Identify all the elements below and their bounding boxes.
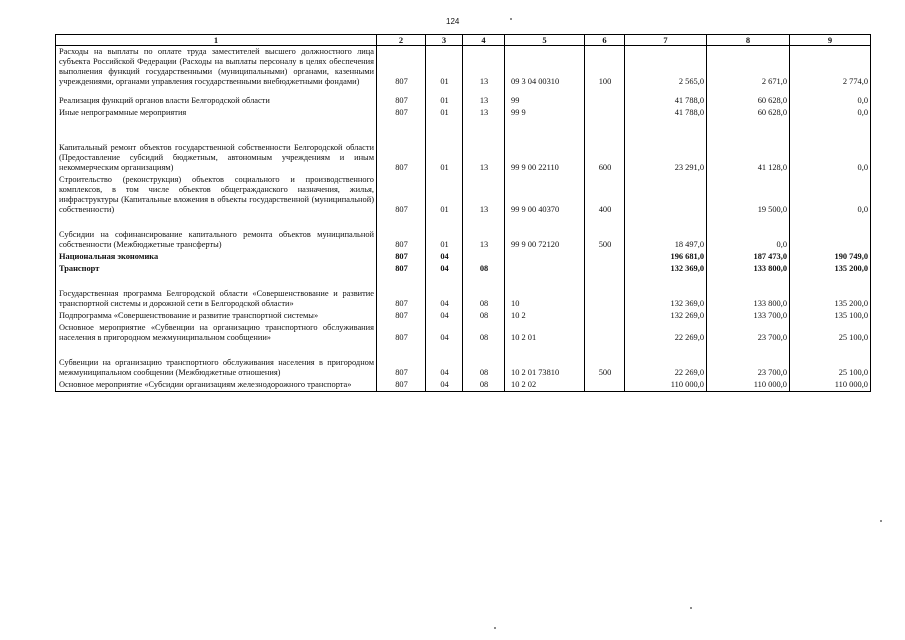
table-row [56, 275, 871, 310]
row-admin-code: 807 [377, 119, 426, 174]
row-section: 04 [426, 322, 463, 344]
row-section: 01 [426, 107, 463, 119]
header-cell: 4 [463, 35, 505, 46]
row-section: 04 [426, 275, 463, 310]
row-section: 04 [426, 251, 463, 263]
row-expense-type: 100 [585, 46, 625, 89]
row-sum-year1: 41 788,0 [625, 107, 707, 119]
row-section: 01 [426, 46, 463, 89]
row-admin-code: 807 [377, 263, 426, 275]
row-sum-year3: 0,0 [790, 107, 871, 119]
row-admin-code: 807 [377, 251, 426, 263]
row-subsection: 08 [463, 275, 505, 310]
row-admin-code: 807 [377, 379, 426, 392]
row-name: Национальная экономика [56, 251, 377, 263]
row-expense-type [585, 275, 625, 310]
row-sum-year1: 22 269,0 [625, 322, 707, 344]
scan-speck [494, 627, 496, 629]
header-cell: 6 [585, 35, 625, 46]
row-sum-year1 [625, 174, 707, 216]
row-expense-type [585, 379, 625, 392]
row-expense-type [585, 310, 625, 322]
row-expense-type [585, 88, 625, 107]
header-cell: 2 [377, 35, 426, 46]
row-target-article [505, 251, 585, 263]
row-subsection: 13 [463, 107, 505, 119]
scan-speck [510, 18, 512, 20]
scan-speck [880, 520, 882, 522]
row-sum-year2: 133 800,0 [707, 275, 790, 310]
row-section: 04 [426, 379, 463, 392]
row-admin-code: 807 [377, 107, 426, 119]
row-name: Капитальный ремонт объектов государственной собственности Белгородской области (Предоставление субсидий бюджетным, автономным учреждениям и иным некоммерческим организациям) [56, 119, 377, 174]
row-expense-type [585, 322, 625, 344]
header-cell: 1 [56, 35, 377, 46]
row-subsection: 13 [463, 119, 505, 174]
row-name: Строительство (реконструкция) объектов социального и производственного комплексов, в том числе объектов общегражданского назначения, жилья, инфраструктуры (Капитальные вложения в объекты государственной (муниципальной) собственности) [56, 174, 377, 216]
table-row [56, 216, 871, 251]
row-admin-code: 807 [377, 174, 426, 216]
row-sum-year2: 2 671,0 [707, 46, 790, 89]
row-target-article [505, 263, 585, 275]
row-name: Подпрограмма «Совершенствование и развитие транспортной системы» [56, 310, 377, 322]
row-sum-year2: 23 700,0 [707, 344, 790, 379]
table-row [56, 46, 871, 89]
row-subsection: 13 [463, 88, 505, 107]
row-sum-year2: 19 500,0 [707, 174, 790, 216]
row-name: Расходы на выплаты по оплате труда заместителей высшего должностного лица субъекта Российской Федерации (Расходы на выплаты персоналу в целях обеспечения выполнения функций государственными (муниципальными) органами, казенными учреждениями, органами управления государственными внебюджетными фондами) [56, 46, 377, 89]
row-sum-year2: 60 628,0 [707, 107, 790, 119]
row-sum-year2: 41 128,0 [707, 119, 790, 174]
row-admin-code: 807 [377, 344, 426, 379]
row-sum-year3: 135 200,0 [790, 263, 871, 275]
table-row [56, 322, 871, 344]
row-admin-code: 807 [377, 46, 426, 89]
row-target-article: 10 [505, 275, 585, 310]
row-subsection: 13 [463, 174, 505, 216]
header-cell: 7 [625, 35, 707, 46]
row-name: Основное мероприятие «Субсидии организациям железнодорожного транспорта» [56, 379, 377, 392]
row-name: Транспорт [56, 263, 377, 275]
header-cell: 9 [790, 35, 871, 46]
row-expense-type: 500 [585, 216, 625, 251]
row-expense-type: 500 [585, 344, 625, 379]
row-target-article: 10 2 01 73810 [505, 344, 585, 379]
row-sum-year2: 133 700,0 [707, 310, 790, 322]
table-row [56, 119, 871, 174]
row-section: 04 [426, 310, 463, 322]
row-sum-year2: 60 628,0 [707, 88, 790, 107]
row-admin-code: 807 [377, 275, 426, 310]
row-subsection: 08 [463, 310, 505, 322]
row-section: 01 [426, 119, 463, 174]
row-target-article: 10 2 02 [505, 379, 585, 392]
row-sum-year3: 2 774,0 [790, 46, 871, 89]
row-target-article: 09 3 04 00310 [505, 46, 585, 89]
row-sum-year1: 41 788,0 [625, 88, 707, 107]
row-admin-code: 807 [377, 216, 426, 251]
row-sum-year1: 2 565,0 [625, 46, 707, 89]
row-sum-year3: 135 100,0 [790, 310, 871, 322]
row-admin-code: 807 [377, 310, 426, 322]
row-section: 04 [426, 263, 463, 275]
page-number: 124 [446, 17, 460, 26]
header-cell: 8 [707, 35, 790, 46]
table-body [56, 46, 871, 392]
row-target-article: 99 9 00 22110 [505, 119, 585, 174]
row-subsection: 08 [463, 322, 505, 344]
row-name: Реализация функций органов власти Белгородской области [56, 88, 377, 107]
row-sum-year1: 132 369,0 [625, 275, 707, 310]
row-sum-year3: 0,0 [790, 174, 871, 216]
row-target-article: 99 9 00 40370 [505, 174, 585, 216]
row-sum-year3 [790, 216, 871, 251]
row-name: Основное мероприятие «Субвенции на организацию транспортного обслуживания населения в пригородном межмуниципальном сообщении» [56, 322, 377, 344]
row-section: 01 [426, 174, 463, 216]
row-sum-year3: 135 200,0 [790, 275, 871, 310]
row-sum-year1: 23 291,0 [625, 119, 707, 174]
row-target-article: 99 [505, 88, 585, 107]
row-sum-year1: 18 497,0 [625, 216, 707, 251]
row-expense-type [585, 263, 625, 275]
row-sum-year3: 0,0 [790, 119, 871, 174]
row-sum-year1: 132 269,0 [625, 310, 707, 322]
table-row [56, 344, 871, 379]
row-sum-year3: 190 749,0 [790, 251, 871, 263]
header-cell: 3 [426, 35, 463, 46]
row-section: 01 [426, 88, 463, 107]
row-sum-year3: 25 100,0 [790, 344, 871, 379]
row-subsection [463, 251, 505, 263]
row-sum-year2: 187 473,0 [707, 251, 790, 263]
budget-table [55, 34, 871, 392]
row-subsection: 08 [463, 263, 505, 275]
row-sum-year3: 25 100,0 [790, 322, 871, 344]
row-expense-type: 400 [585, 174, 625, 216]
row-expense-type: 600 [585, 119, 625, 174]
row-name: Субвенции на организацию транспортного обслуживания населения в пригородном межмуниципальном сообщении (Межбюджетные отношения) [56, 344, 377, 379]
row-target-article: 10 2 [505, 310, 585, 322]
table-row [56, 88, 871, 107]
header-row [56, 35, 871, 46]
row-sum-year2: 133 800,0 [707, 263, 790, 275]
row-name: Государственная программа Белгородской области «Совершенствование и развитие транспортной системы и дорожной сети в Белгородской области» [56, 275, 377, 310]
row-subsection: 08 [463, 379, 505, 392]
row-subsection: 13 [463, 46, 505, 89]
row-target-article: 99 9 [505, 107, 585, 119]
row-target-article: 99 9 00 72120 [505, 216, 585, 251]
row-sum-year1: 132 369,0 [625, 263, 707, 275]
row-subsection: 13 [463, 216, 505, 251]
row-name: Иные непрограммные мероприятия [56, 107, 377, 119]
row-sum-year2: 0,0 [707, 216, 790, 251]
row-admin-code: 807 [377, 322, 426, 344]
row-sum-year1: 196 681,0 [625, 251, 707, 263]
row-sum-year3: 0,0 [790, 88, 871, 107]
row-sum-year1: 22 269,0 [625, 344, 707, 379]
row-subsection: 08 [463, 344, 505, 379]
row-expense-type [585, 251, 625, 263]
table-row [56, 251, 871, 263]
row-expense-type [585, 107, 625, 119]
row-target-article: 10 2 01 [505, 322, 585, 344]
table-row [56, 174, 871, 216]
row-sum-year2: 23 700,0 [707, 322, 790, 344]
scan-speck [690, 607, 692, 609]
row-name: Субсидии на софинансирование капитального ремонта объектов муниципальной собственности (Межбюджетные трансферты) [56, 216, 377, 251]
header-cell: 5 [505, 35, 585, 46]
row-sum-year2: 110 000,0 [707, 379, 790, 392]
row-sum-year1: 110 000,0 [625, 379, 707, 392]
row-admin-code: 807 [377, 88, 426, 107]
table-row [56, 263, 871, 275]
row-section: 01 [426, 216, 463, 251]
table-row [56, 379, 871, 392]
table-row [56, 107, 871, 119]
row-section: 04 [426, 344, 463, 379]
table-row [56, 310, 871, 322]
row-sum-year3: 110 000,0 [790, 379, 871, 392]
